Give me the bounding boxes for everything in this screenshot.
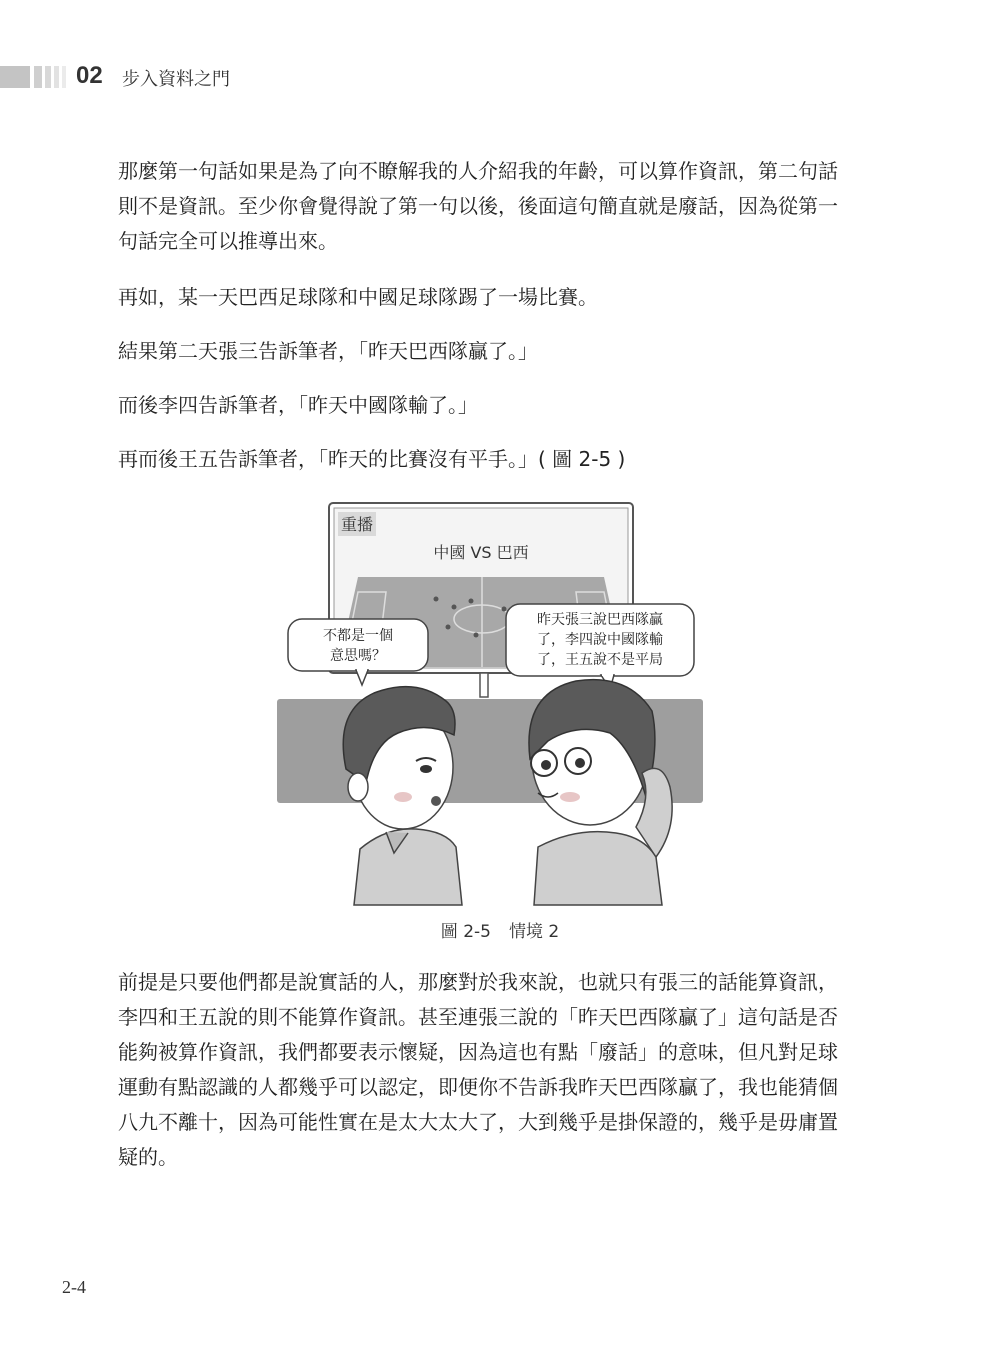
running-header bbox=[0, 62, 400, 92]
text-line: 再而後王五告訴筆者，「昨天的比賽沒有平手。」( 圖 2-5 ) bbox=[118, 447, 626, 471]
page-number: 2-4 bbox=[62, 1277, 86, 1297]
paragraph-2 bbox=[118, 280, 888, 315]
comic-illustration bbox=[276, 497, 706, 907]
text-line: 李四和王五說的則不能算作資訊。甚至連張三說的「昨天巴西隊贏了」這句話是否 bbox=[118, 1005, 838, 1029]
paragraph-3 bbox=[118, 334, 888, 369]
text-line: 八九不離十，因為可能性實在是太大太大了，大到幾乎是掛保證的，幾乎是毋庸置 bbox=[118, 1110, 838, 1134]
caption-label: 圖 2-5 bbox=[440, 922, 491, 942]
bubble-left-line: 不都是一個 bbox=[323, 628, 393, 644]
left-character bbox=[343, 687, 462, 905]
figure-illustration bbox=[276, 497, 706, 907]
bubble-left-line: 意思嗎？ bbox=[330, 648, 386, 664]
text-line: 前提是只要他們都是說實話的人，那麼對於我來說，也就只有張三的話能算資訊， bbox=[118, 970, 838, 994]
paragraph-4 bbox=[118, 388, 888, 423]
paragraph-1 bbox=[118, 154, 888, 259]
bubble-right-line: 昨天張三說巴西隊贏 bbox=[537, 612, 663, 628]
text-line: 那麼第一句話如果是為了向不瞭解我的人介紹我的年齡，可以算作資訊，第二句話 bbox=[118, 159, 838, 183]
caption-title: 情境 2 bbox=[508, 922, 560, 942]
text-line: 再如，某一天巴西足球隊和中國足球隊踢了一場比賽。 bbox=[118, 285, 598, 309]
match-title: 中國 VS 巴西 bbox=[433, 543, 529, 562]
bubble-right-line: 了，李四說中國隊輸 bbox=[537, 632, 663, 648]
text-line: 結果第二天張三告訴筆者，「昨天巴西隊贏了。」 bbox=[118, 339, 538, 363]
bubble-right-line: 了，王五說不是平局 bbox=[537, 652, 663, 668]
chapter-title: 步入資料之門 bbox=[122, 69, 230, 90]
header-decoration bbox=[0, 66, 66, 88]
paragraph-5 bbox=[118, 442, 888, 477]
text-line: 能夠被算作資訊，我們都要表示懷疑，因為這也有點「廢話」的意味，但凡對足球 bbox=[118, 1040, 838, 1064]
tv-stand bbox=[480, 673, 488, 697]
chapter-number: 02 bbox=[76, 62, 103, 89]
right-character bbox=[529, 680, 672, 905]
text-line: 疑的。 bbox=[118, 1145, 178, 1169]
text-line: 而後李四告訴筆者，「昨天中國隊輸了。」 bbox=[118, 393, 478, 417]
text-line: 運動有點認識的人都幾乎可以認定，即便你不告訴我昨天巴西隊贏了，我也能猜個 bbox=[118, 1075, 838, 1099]
text-line: 句話完全可以推導出來。 bbox=[118, 229, 338, 253]
paragraph-6 bbox=[118, 965, 888, 1175]
tv-label: 重播 bbox=[341, 515, 374, 534]
figure-caption bbox=[0, 917, 1000, 942]
text-line: 則不是資訊。至少你會覺得說了第一句以後，後面這句簡直就是廢話，因為從第一 bbox=[118, 194, 838, 218]
